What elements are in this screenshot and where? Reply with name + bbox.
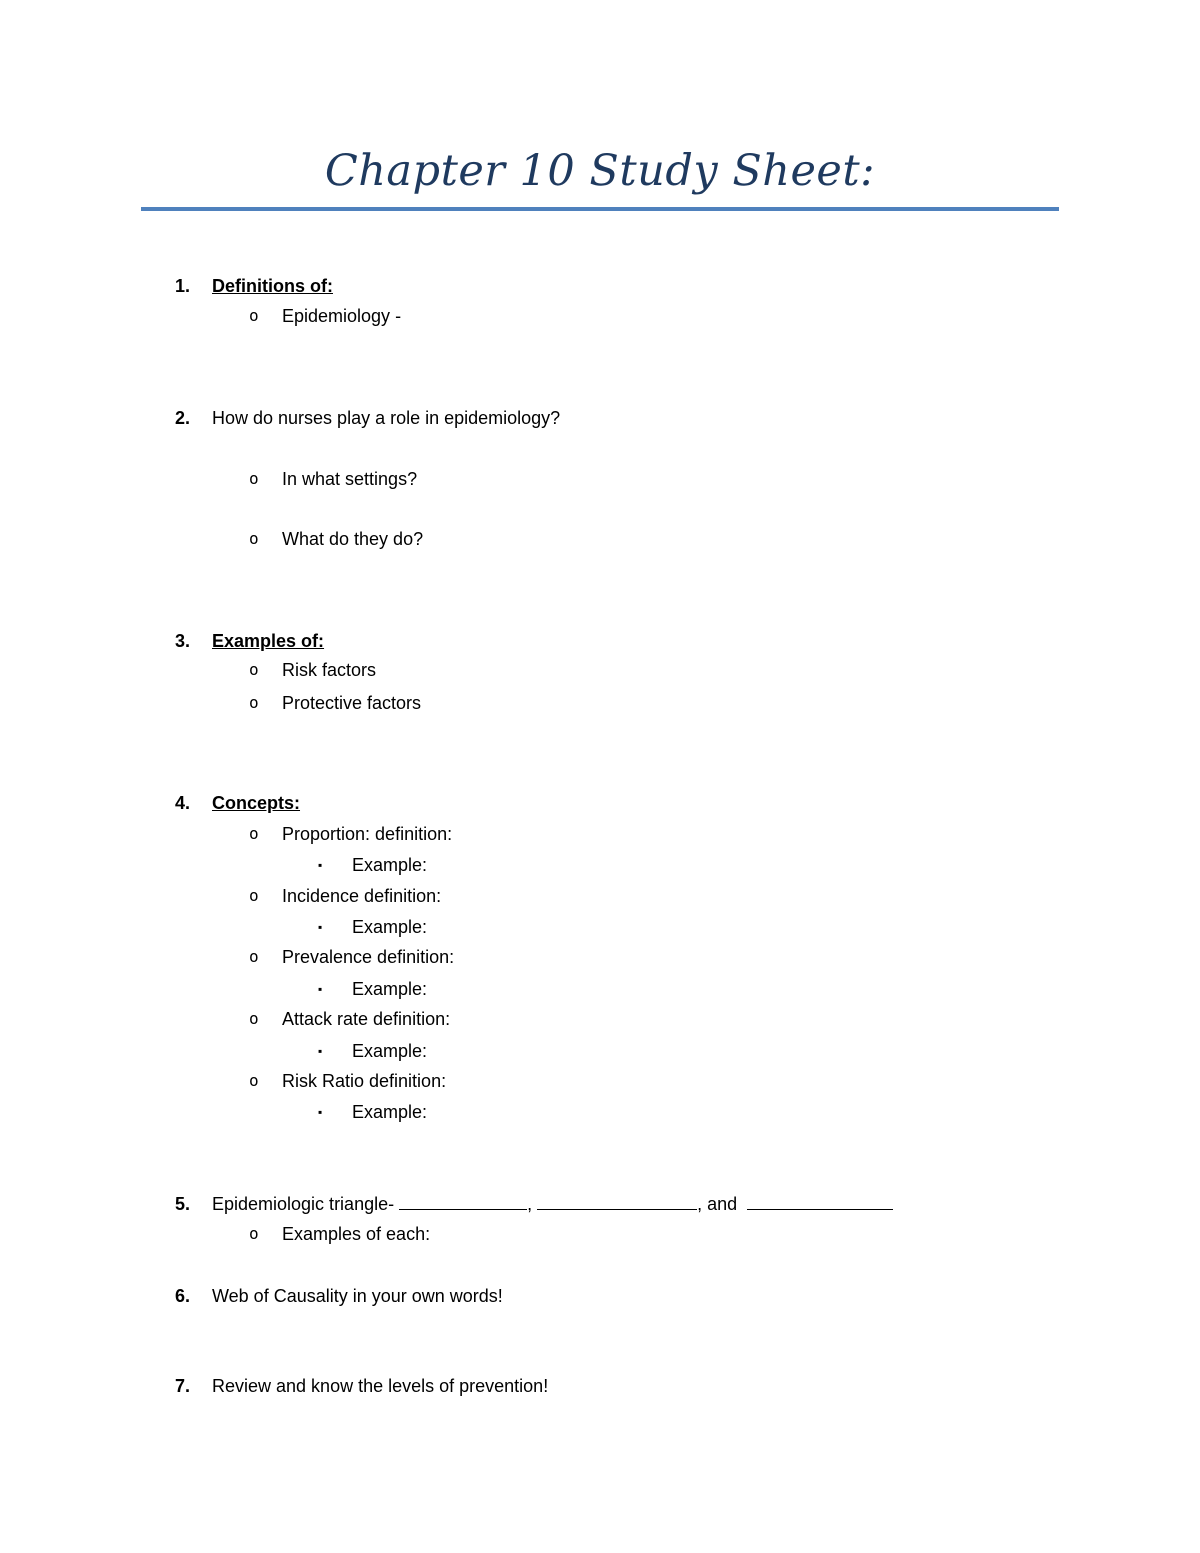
item-text: Examples of each: (282, 1224, 431, 1244)
page-title: Chapter 10 Study Sheet: (324, 146, 876, 196)
square-bullet-icon: ▪ (318, 1044, 323, 1058)
item-text: Example: (352, 1041, 428, 1061)
question-label-row (212, 1193, 893, 1215)
title-divider (141, 207, 1059, 211)
blank-separator: , (527, 1194, 533, 1214)
question-number: 7. (175, 1376, 191, 1396)
question-number: 3. (175, 631, 191, 651)
question-number: 5. (175, 1194, 191, 1214)
question-number: 1. (175, 276, 191, 296)
item-text: Attack rate definition: (282, 1009, 451, 1029)
item-text: Epidemiology - (282, 306, 402, 326)
question-label: Definitions of: (212, 276, 333, 296)
circle-bullet-icon: o (249, 886, 259, 905)
question-label: Review and know the levels of prevention! (212, 1376, 549, 1396)
circle-bullet-icon: o (249, 469, 259, 488)
square-bullet-icon: ▪ (318, 920, 323, 934)
item-text: Example: (352, 917, 428, 937)
question-number: 6. (175, 1286, 191, 1306)
square-bullet-icon: ▪ (318, 858, 323, 872)
blank-separator: , and (697, 1194, 738, 1214)
item-text: What do they do? (282, 529, 424, 549)
square-bullet-icon: ▪ (318, 1105, 323, 1119)
circle-bullet-icon: o (249, 1224, 259, 1243)
circle-bullet-icon: o (249, 824, 259, 843)
circle-bullet-icon: o (249, 947, 259, 966)
item-text: Risk Ratio definition: (282, 1071, 447, 1091)
fill-in-blank-1[interactable] (399, 1193, 527, 1210)
question-label: Examples of: (212, 631, 325, 651)
item-text: In what settings? (282, 469, 418, 489)
circle-bullet-icon: o (249, 660, 259, 679)
question-number: 2. (175, 408, 191, 428)
circle-bullet-icon: o (249, 529, 259, 548)
question-label: Concepts: (212, 793, 301, 813)
item-text: Proportion: definition: (282, 824, 453, 844)
circle-bullet-icon: o (249, 1009, 259, 1028)
item-text: Prevalence definition: (282, 947, 455, 967)
item-text: Example: (352, 1102, 428, 1122)
circle-bullet-icon: o (249, 693, 259, 712)
item-text: Incidence definition: (282, 886, 442, 906)
item-text: Risk factors (282, 660, 377, 680)
fill-in-blank-2[interactable] (537, 1193, 697, 1210)
item-text: Example: (352, 855, 428, 875)
fill-in-blank-3[interactable] (747, 1193, 893, 1210)
question-label: Epidemiologic triangle- (212, 1194, 395, 1214)
circle-bullet-icon: o (249, 1071, 259, 1090)
item-text: Example: (352, 979, 428, 999)
item-text: Protective factors (282, 693, 422, 713)
circle-bullet-icon: o (249, 306, 259, 325)
question-label: How do nurses play a role in epidemiology? (212, 408, 561, 428)
square-bullet-icon: ▪ (318, 982, 323, 996)
question-label: Web of Causality in your own words! (212, 1286, 503, 1306)
question-number: 4. (175, 793, 191, 813)
